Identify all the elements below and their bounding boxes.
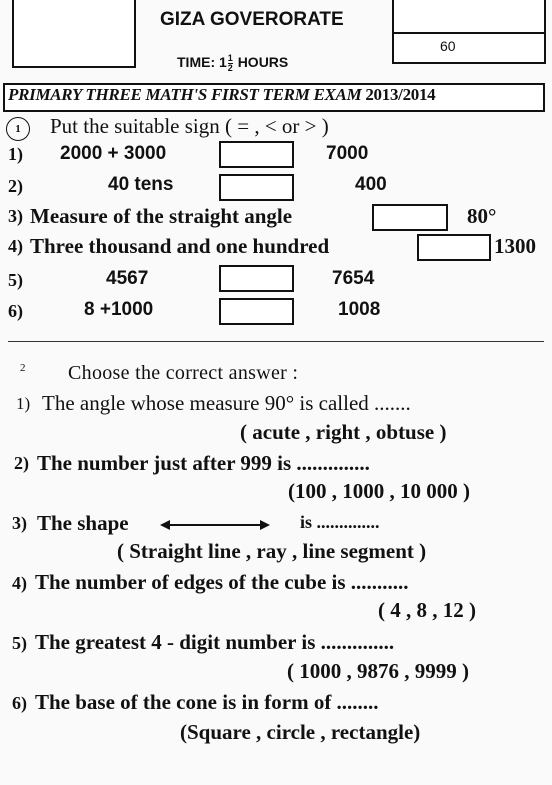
- q2-item-6-number: 6): [12, 693, 27, 713]
- q2-number: 2: [20, 362, 26, 374]
- q2-item-2-number: 2): [14, 453, 29, 473]
- q1-item-5-right: 7654: [332, 268, 375, 289]
- q1-number-circle: 1: [6, 117, 30, 141]
- q1-item-3-right: 80°: [467, 204, 497, 228]
- governorate-title: GIZA GOVERORATE: [160, 9, 344, 30]
- q2-item-1-choices: ( acute , right , obtuse ): [240, 420, 447, 444]
- q2-item-5-choices: ( 1000 , 9876 , 9999 ): [287, 659, 469, 683]
- exam-time: TIME: 1 $\frac{1}{2}$ HOURS: [177, 53, 289, 73]
- q1-item-6-number: 6): [8, 301, 23, 321]
- q1-item-6-right: 1008: [338, 299, 381, 320]
- q2-item-3-stem-after: is ..............: [300, 512, 380, 532]
- q1-item-5-answer-box[interactable]: [219, 265, 294, 292]
- q1-item-6-answer-box[interactable]: [219, 298, 294, 325]
- name-box: [12, 0, 136, 68]
- q1-item-2-answer-box[interactable]: [219, 174, 294, 201]
- q1-item-3-number: 3): [8, 206, 23, 226]
- q1-item-5-number: 5): [8, 270, 23, 290]
- exam-title: PRIMARY THREE MATH'S FIRST TERM EXAM 2013/2014: [8, 85, 436, 104]
- q1-item-4-left: Three thousand and one hundred: [30, 234, 330, 258]
- q2-item-6-choices: (Square , circle , rectangle): [180, 720, 421, 744]
- q1-item-2-number: 2): [8, 176, 23, 196]
- line-arrow-icon: [160, 517, 270, 533]
- q1-item-1-left: 2000 + 3000: [60, 143, 167, 164]
- q2-item-2-stem: The number just after 999 is ..............: [37, 451, 370, 475]
- q2-item-6-stem: The base of the cone is in form of ........: [35, 690, 379, 714]
- q1-item-5-left: 4567: [106, 268, 149, 289]
- q1-item-4-right: 1300: [494, 234, 536, 258]
- q1-item-1-number: 1): [8, 144, 23, 164]
- q1-item-2-left: 40 tens: [108, 174, 174, 195]
- q2-instruction: Choose the correct answer :: [68, 362, 299, 384]
- q2-item-2-choices: (100 , 1000 , 10 000 ): [288, 479, 470, 503]
- q1-item-4-answer-box[interactable]: [417, 234, 491, 261]
- q2-item-5-stem: The greatest 4 - digit number is ..............: [35, 630, 395, 654]
- score-box-divider: [394, 32, 544, 34]
- q1-item-3-left: Measure of the straight angle: [30, 204, 293, 228]
- q2-item-4-stem: The number of edges of the cube is ...........: [35, 570, 409, 594]
- q2-item-3-stem: The shape: [37, 511, 129, 535]
- time-fraction: $\frac{1}{2}$: [227, 53, 233, 73]
- total-score: 60: [440, 38, 456, 54]
- q2-item-3-number: 3): [12, 513, 27, 533]
- q2-item-4-choices: ( 4 , 8 , 12 ): [378, 598, 476, 622]
- q1-item-3-answer-box[interactable]: [372, 204, 448, 231]
- q1-item-1-answer-box[interactable]: [219, 141, 294, 168]
- q1-instruction: Put the suitable sign ( = , < or > ): [50, 114, 329, 138]
- q2-item-4-number: 4): [12, 573, 27, 593]
- q1-item-2-right: 400: [355, 174, 387, 195]
- section-divider: [8, 341, 544, 342]
- q1-item-4-number: 4): [8, 236, 23, 256]
- q2-item-1-stem: The angle whose measure 90° is called .......: [42, 391, 411, 415]
- q1-item-1-right: 7000: [326, 143, 369, 164]
- q2-item-1-number: 1): [16, 394, 31, 413]
- q2-item-3-choices: ( Straight line , ray , line segment ): [117, 539, 427, 563]
- q1-item-6-left: 8 +1000: [84, 299, 154, 320]
- q2-item-5-number: 5): [12, 633, 27, 653]
